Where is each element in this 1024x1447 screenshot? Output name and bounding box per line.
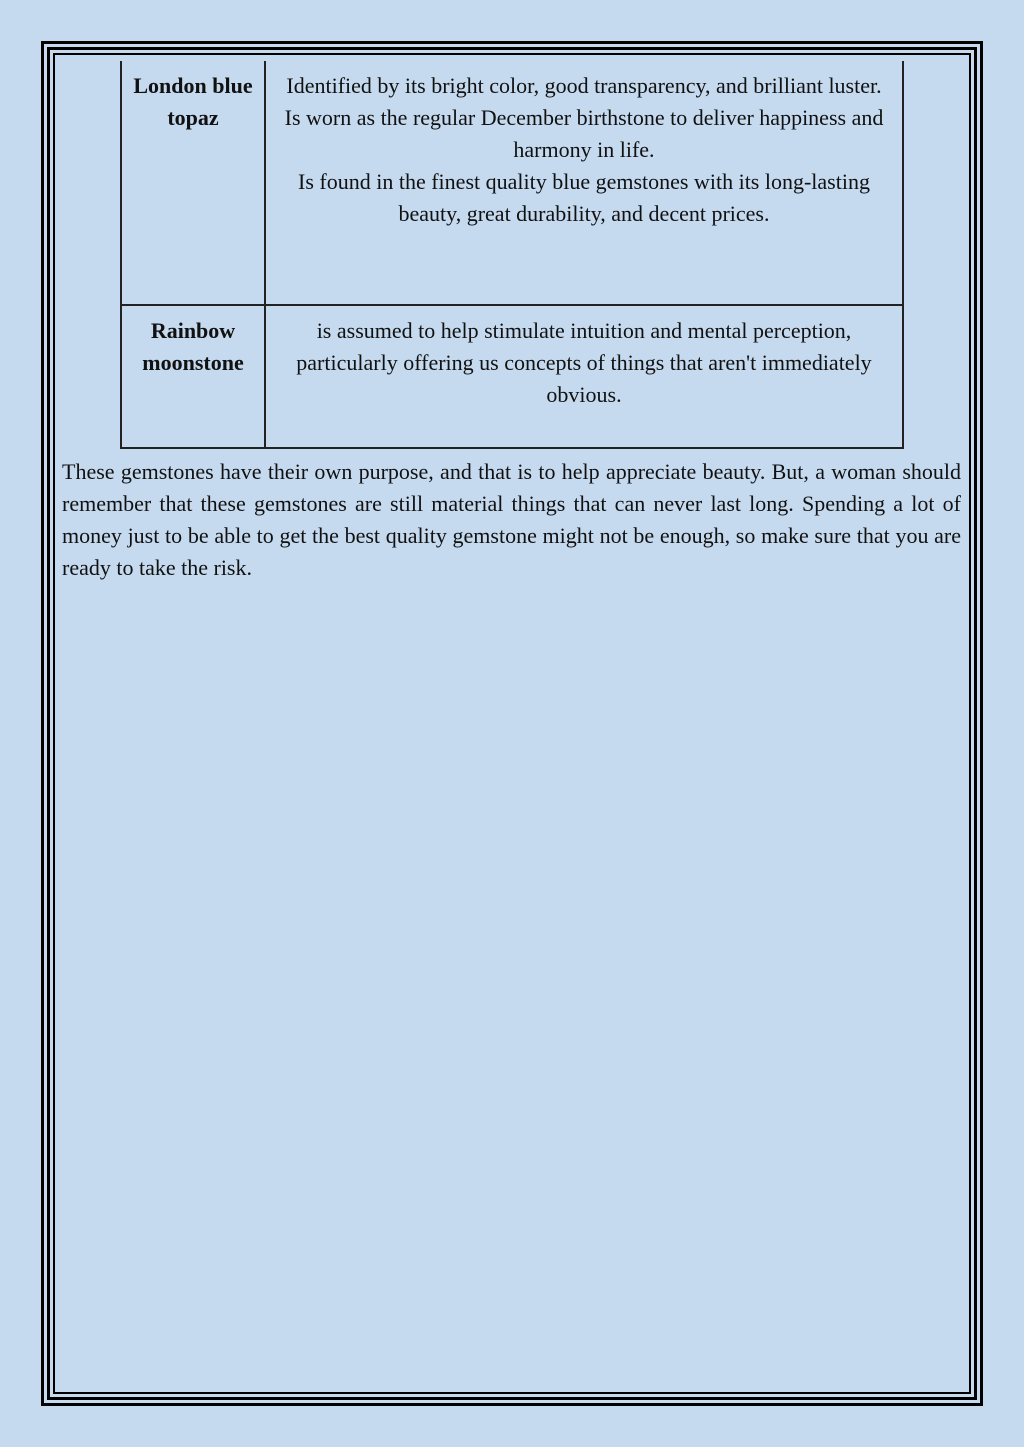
gemstone-name: Rainbow moonstone (121, 305, 265, 448)
description-line: is assumed to help stimulate intuition and mental perception, particularly offering us concepts of things that aren't immediately obvious. (296, 318, 872, 407)
closing-paragraph: These gemstones have their own purpose, and that is to help appreciate beauty. But, a woman should remember that these gemstones are still material things that can never last long. Spending a lot of money just to be able to get the best quality gemstone might not be enough, so make sure that you are ready to take the risk. (62, 459, 961, 580)
gemstone-description (265, 61, 903, 305)
description-line: Identified by its bright color, good transparency, and brilliant luster. (286, 73, 882, 98)
gemstone-description (265, 305, 903, 448)
gemstone-table (120, 61, 904, 449)
table-row (121, 305, 903, 448)
table-row (121, 61, 903, 305)
description-line: Is found in the finest quality blue gemstones with its long-lasting beauty, great durability, and decent prices. (298, 169, 870, 226)
gemstone-name: London blue topaz (121, 61, 265, 305)
description-line: Is worn as the regular December birthstone to deliver happiness and harmony in life. (284, 105, 884, 162)
